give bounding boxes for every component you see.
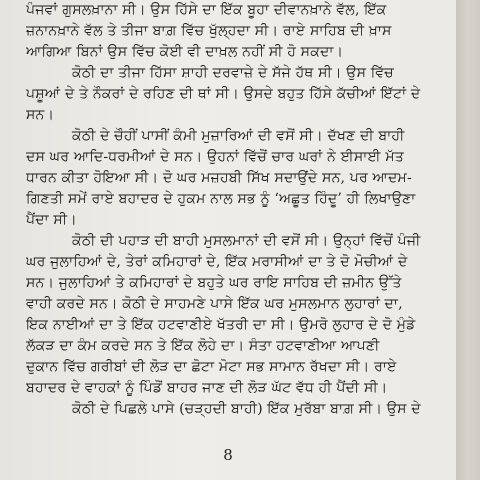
text-line: ਧਾਰਨ ਕੀਤਾ ਹੋਇਆ ਸੀ। ਦੋ ਘਰ ਮਜ਼ਹਬੀ ਸਿੱਖ ਸਦਾਉਂਦੇ ਸਨ, ਪਰ ਆਦਮ- (26, 170, 412, 186)
text-line: ਦੁਕਾਨ ਵਿੱਚ ਗਰੀਬਾਂ ਦੀ ਲੋੜ ਦਾ ਛੋਟਾ ਮੋਟਾ ਸਭ ਸਾਮਾਨ ਰੱਖਦਾ ਸੀ। ਰਾਏ (26, 359, 397, 375)
text-line: ਜ਼ਨਾਨਖ਼ਾਨੇ ਵੱਲ ਤੇ ਤੀਜਾ ਬਾਗ਼ ਵਿੱਚ ਖੁੱਲ੍ਹਦਾ ਸੀ। ਰਾਏ ਸਾਹਿਬ ਦੀ ਖ਼ਾਸ (26, 23, 392, 39)
text-line: ਲੱਕੜ ਦਾ ਕੰਮ ਕਰਦੇ ਸਨ ਤੇ ਇੱਕ ਲੋਹੇ ਦਾ। ਸੰਤਾ ਹਟਵਾਣੀਆ ਆਪਣੀ (26, 338, 380, 354)
page-number: 8 (223, 446, 233, 464)
text-line: ਗਿਣਤੀ ਸਮੇਂ ਰਾਏ ਬਹਾਦਰ ਦੇ ਹੁਕਮ ਨਾਲ ਸਭ ਨੂੰ ‘ਅਛੂਤ ਹਿੰਦੂ’ ਹੀ ਲਿਖਾਉਣਾ (26, 191, 416, 207)
text-line: ਬਹਾਦਰ ਦੇ ਵਾਹਕਾਂ ਨੂੰ ਪਿੰਡੋਂ ਬਾਹਰ ਜਾਣ ਦੀ ਲੋੜ ਘੱਟ ਵੱਧ ਹੀ ਪੈਂਦੀ ਸੀ। (26, 380, 388, 396)
body-text (26, 0, 444, 420)
text-line: ਇਕ ਨਾਈਆਂ ਦਾ ਤੇ ਇੱਕ ਹਟਵਾਣੀਏ ਖੱਤਰੀ ਦਾ ਸੀ। ਉਮਰੋ ਲੁਹਾਰ ਦੇ ਦੋ ਮੁੰਡੇ (26, 317, 416, 333)
text-line: ਆਗਿਆ ਬਿਨਾਂ ਉਸ ਵਿੱਚ ਕੋਈ ਵੀ ਦਾਖ਼ਲ ਨਹੀਂ ਸੀ ਹੋ ਸਕਦਾ। (26, 44, 344, 60)
text-line: ਪੈਂਦਾ ਸੀ। (26, 212, 77, 228)
text-line: ਘਰ ਜੁਲਾਹਿਆਂ ਦੇ, ਤੇਰਾਂ ਕਮਿਹਾਰਾਂ ਦੇ, ਇੱਕ ਮਰਾਸੀਆਂ ਦਾ ਤੇ ਦੋ ਮੋਚੀਆਂ ਦੇ (26, 254, 408, 270)
page-edge (456, 0, 480, 480)
text-line: ਕੋਠੀ ਦੇ ਚੌਹੀਂ ਪਾਸੀਂ ਕੰਮੀ ਮੁਜ਼ਾਰਿਆਂ ਦੀ ਵਸੋਂ ਸੀ। ਦੱਖਣ ਦੀ ਬਾਹੀ (72, 128, 405, 144)
text-line: ਕੋਠੀ ਦੇ ਪਿਛਲੇ ਪਾਸੇ (ਚੜ੍ਹਦੀ ਬਾਹੀ) ਇੱਕ ਮੁਰੱਬਾ ਬਾਗ਼ ਸੀ। ਉਸ ਦੇ (72, 401, 421, 417)
text-line: ਪੰਜਵਾਂ ਗੁਸਲਖ਼ਾਨਾ ਸੀ। ਉਸ ਹਿੱਸੇ ਦਾ ਇੱਕ ਬੂਹਾ ਦੀਵਾਨਖ਼ਾਨੇ ਵੱਲ, ਇੱਕ (26, 2, 387, 18)
text-line: ਸਨ। (26, 107, 55, 123)
text-line: ਦਸ ਘਰ ਆਦਿ-ਧਰਮੀਆਂ ਦੇ ਸਨ। ਉਹਨਾਂ ਵਿੱਚੋਂ ਚਾਰ ਘਰਾਂ ਨੇ ਈਸਾਈ ਮੱਤ (26, 149, 404, 165)
text-line: ਕੋਠੀ ਦੀ ਪਹਾੜ ਦੀ ਬਾਹੀ ਮੁਸਲਮਾਨਾਂ ਦੀ ਵਸੋਂ ਸੀ। ਉਨ੍ਹਾਂ ਵਿੱਚੋਂ ਪੰਜੀ (72, 233, 421, 249)
text-line: ਕੋਠੀ ਦਾ ਤੀਜਾ ਹਿੱਸਾ ਸ਼ਾਹੀ ਦਰਵਾਜ਼ੇ ਦੇ ਸੱਜੇ ਹੱਥ ਸੀ। ਉਸ ਵਿੱਚ (72, 65, 394, 81)
text-line: ਪਸ਼ੂਆਂ ਦੇ ਤੇ ਨੌਕਰਾਂ ਦੇ ਰਹਿਣ ਦੀ ਥਾਂ ਸੀ। ਉਸਦੇ ਬਹੁਤ ਹਿੱਸੇ ਕੱਚੀਆਂ ਇੱਟਾਂ ਦੇ (26, 86, 421, 102)
text-line: ਵਾਹੀ ਕਰਦੇ ਸਨ। ਕੋਠੀ ਦੇ ਸਾਹਮਣੇ ਪਾਸੇ ਇੱਕ ਘਰ ਮੁਸਲਮਾਨ ਲੁਹਾਰਾਂ ਦਾ, (26, 296, 403, 312)
text-line: ਸਨ। ਜੁਲਾਹਿਆਂ ਤੇ ਕਮਿਹਾਰਾਂ ਦੇ ਬਹੁਤੇ ਘਰ ਰਾਇ ਸਾਹਿਬ ਦੀ ਜ਼ਮੀਨ ਉੱਤੇ (26, 275, 402, 291)
